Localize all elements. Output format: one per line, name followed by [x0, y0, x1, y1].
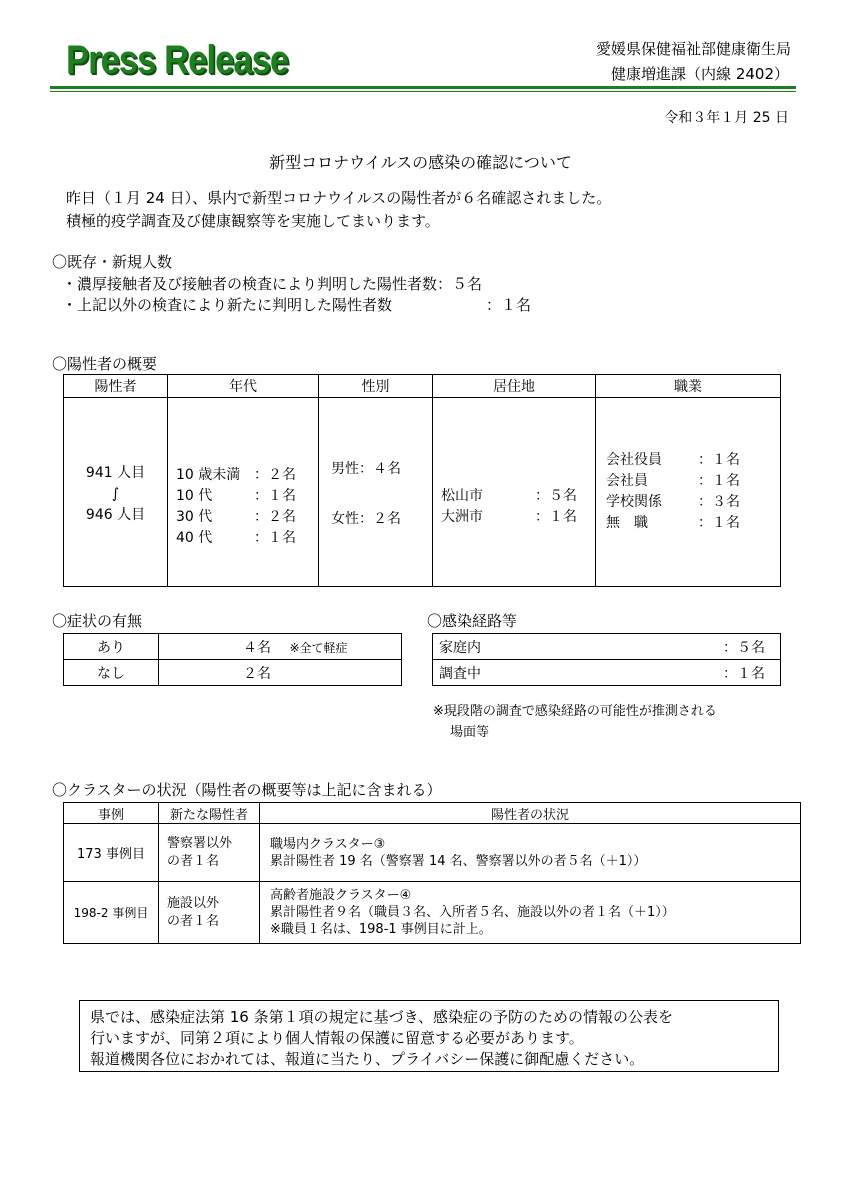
- age-row: 10 歳未満 ：２名: [176, 467, 296, 483]
- intro-line-2: 積極的疫学調査及び健康観察等を実施してまいります。: [66, 212, 440, 230]
- cluster-status-line: 累計陽性者９名（職員３名、入所者５名、施設以外の者１名（＋1））: [270, 905, 675, 920]
- release-date: 令和３年１月 25 日: [664, 110, 789, 126]
- routes-table: [432, 633, 781, 686]
- sex-female: 女性：２名: [331, 511, 401, 527]
- cluster-new-line: 施設以外: [167, 895, 220, 911]
- symptom-value: ４名: [243, 639, 271, 656]
- cluster-status-line: 累計陽性者 19 名（警察署 14 名、警察署以外の者５名（＋1））: [270, 853, 647, 869]
- department-name: 愛媛県保健福祉部健康衛生局: [595, 40, 791, 58]
- job-row: 学校関係 ：３名: [606, 494, 740, 510]
- cluster-new-line: 警察署以外: [167, 835, 233, 851]
- patient-end: 946 人目: [85, 506, 146, 523]
- col-header-job: 職業: [596, 375, 781, 398]
- header-rule-thin: [50, 91, 796, 92]
- symptoms-table: [63, 633, 402, 686]
- sex-male: 男性：４名: [331, 461, 401, 477]
- job-row: 会社役員 ：１名: [606, 452, 740, 468]
- cluster-status-cell: [260, 824, 801, 882]
- route-value: ：５名: [723, 639, 765, 656]
- patient-start: 941 人目: [85, 464, 146, 481]
- col-header-patient: 陽性者: [64, 375, 168, 398]
- route-row: [433, 660, 781, 686]
- privacy-notice-box: [79, 1000, 779, 1072]
- cluster-status-cell: [260, 882, 801, 944]
- symptom-value-cell: [159, 634, 402, 660]
- symptom-label: なし: [64, 660, 159, 686]
- notice-line-1: 県では、感染症法第 16 条第１項の規定に基づき、感染症の予防のための情報の公表を: [90, 1008, 674, 1026]
- notice-line-2: 行いますが、同第２項により個人情報の保護に留意する必要があります。: [90, 1029, 584, 1047]
- col-header-sex: 性別: [319, 375, 433, 398]
- counts-heading: 〇既存・新規人数: [52, 253, 173, 271]
- counts-line-2-label: ・上記以外の検査により新たに判明した陽性者数: [62, 296, 393, 314]
- symptom-value: ２名: [243, 665, 271, 682]
- cluster-col-case: 事例: [64, 803, 159, 824]
- col-header-age: 年代: [168, 375, 319, 398]
- notice-line-3: 報道機関各位におかれては、報道に当たり、プライバシー保護に御配慮ください。: [90, 1050, 645, 1068]
- overview-table: [63, 374, 781, 587]
- residence-row: 大洲市 ：１名: [441, 509, 577, 525]
- symptom-value-cell: [159, 660, 402, 686]
- range-mark: ∫: [111, 485, 120, 502]
- clusters-heading: 〇クラスターの状況（陽性者の概要等は上記に含まれる）: [52, 781, 442, 799]
- clusters-table: [63, 802, 801, 944]
- cluster-status-line: 高齢者施設クラスター④: [270, 888, 412, 903]
- routes-note-2: 場面等: [450, 725, 490, 740]
- counts-line-1: ・濃厚接触者及び接触者の検査により判明した陽性者数：５名: [62, 275, 483, 293]
- cluster-case: 198-2 事例目: [64, 882, 159, 944]
- intro-line-1: 昨日（１月 24 日）、県内で新型コロナウイルスの陽性者が６名確認されました。: [66, 189, 612, 207]
- press-release-logo: Press Release: [66, 38, 289, 82]
- age-row: 40 代 ：１名: [176, 530, 296, 546]
- col-header-residence: 居住地: [433, 375, 596, 398]
- counts-line-2-value: ：１名: [486, 296, 532, 314]
- sex-cell: [319, 398, 433, 587]
- overview-heading: 〇陽性者の概要: [52, 355, 158, 373]
- page-title: 新型コロナウイルスの感染の確認について: [269, 153, 572, 172]
- residence-row: 松山市 ：５名: [441, 488, 577, 504]
- routes-note-1: ※現段階の調査で感染経路の可能性が推測される: [433, 704, 717, 719]
- job-row: 会社員 ：１名: [606, 473, 740, 489]
- route-label: 家庭内: [439, 639, 481, 656]
- cluster-col-status: 陽性者の状況: [260, 803, 801, 824]
- cluster-new-cell: [159, 882, 260, 944]
- route-row: [433, 634, 781, 660]
- job-cell: [596, 398, 781, 587]
- section-extension: 健康増進課（内線 2402）: [611, 65, 789, 83]
- cluster-case: 173 事例目: [64, 824, 159, 882]
- symptoms-heading: 〇症状の有無: [52, 612, 143, 630]
- residence-cell: [433, 398, 596, 587]
- route-value: ：１名: [723, 665, 765, 682]
- route-label: 調査中: [439, 665, 481, 682]
- header-rule-thick: [50, 86, 796, 89]
- cluster-new-line: の者１名: [167, 913, 220, 929]
- job-row: 無 職 ：１名: [606, 515, 740, 531]
- age-cell: [168, 398, 319, 587]
- routes-heading: 〇感染経路等: [427, 612, 518, 630]
- cluster-status-line: ※職員１名は、198-1 事例目に計上。: [270, 922, 492, 937]
- cluster-col-new: 新たな陽性者: [159, 803, 260, 824]
- cluster-status-line: 職場内クラスター③: [270, 836, 386, 852]
- cluster-new-line: の者１名: [167, 853, 220, 869]
- symptom-note: ※全て軽症: [289, 640, 348, 655]
- cluster-new-cell: [159, 824, 260, 882]
- patient-range-cell: [64, 398, 168, 587]
- age-row: 10 代 ：１名: [176, 488, 296, 504]
- age-row: 30 代 ：２名: [176, 509, 296, 525]
- symptom-label: あり: [64, 634, 159, 660]
